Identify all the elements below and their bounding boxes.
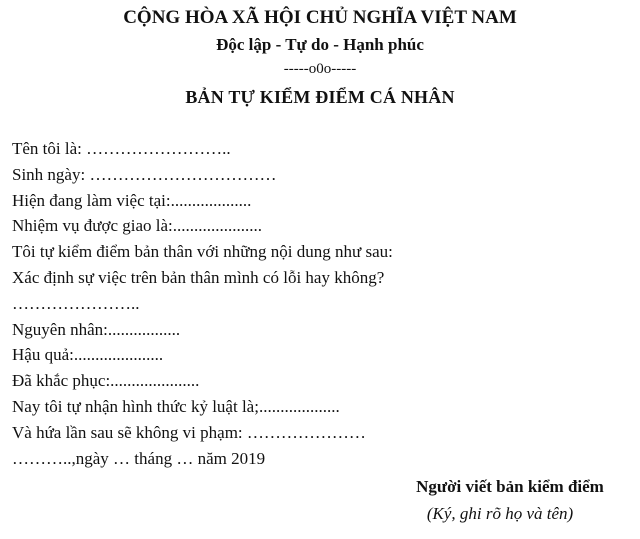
- name-line: Tên tôi là: ……………………..: [12, 139, 231, 158]
- national-motto: Độc lập - Tự do - Hạnh phúc: [216, 35, 424, 54]
- date-line: ………..,ngày … tháng … năm 2019: [12, 448, 266, 468]
- discipline-line: Nay tôi tự nhận hình thức kỷ luật là;...................: [12, 396, 340, 416]
- birth-date-line: Sinh ngày: ……………………………: [12, 164, 277, 184]
- signer-title: Người viết bản kiểm điểm: [416, 477, 604, 496]
- signature-block: [360, 476, 640, 525]
- document-title: BẢN TỰ KIỂM ĐIỂM CÁ NHÂN: [185, 87, 455, 107]
- signature-instruction: (Ký, ghi rõ họ và tên): [426, 504, 574, 523]
- fault-answer-line: …………………..: [12, 293, 140, 313]
- cause-line: Nguyên nhân:.................: [12, 319, 181, 339]
- consequence-line: Hậu quả:.....................: [12, 345, 164, 365]
- remedy-line: Đã khắc phục:.....................: [12, 371, 200, 391]
- self-review-intro-line: Tôi tự kiểm điểm bản thân với những nội dung như sau:: [12, 242, 393, 262]
- workplace-line: Hiện đang làm việc tại:...................: [12, 190, 252, 210]
- assigned-duty-line: Nhiệm vụ được giao là:.....................: [12, 216, 263, 236]
- commitment-line: Và hứa lần sau sẽ không vi phạm: …………………: [12, 422, 366, 442]
- national-title: CỘNG HÒA XÃ HỘI CHỦ NGHĨA VIỆT NAM: [123, 7, 517, 28]
- document-body: [12, 136, 622, 471]
- fault-question-line: Xác định sự việc trên bản thân mình có lỗi hay không?: [12, 267, 385, 287]
- header-separator: -----o0o-----: [283, 61, 357, 77]
